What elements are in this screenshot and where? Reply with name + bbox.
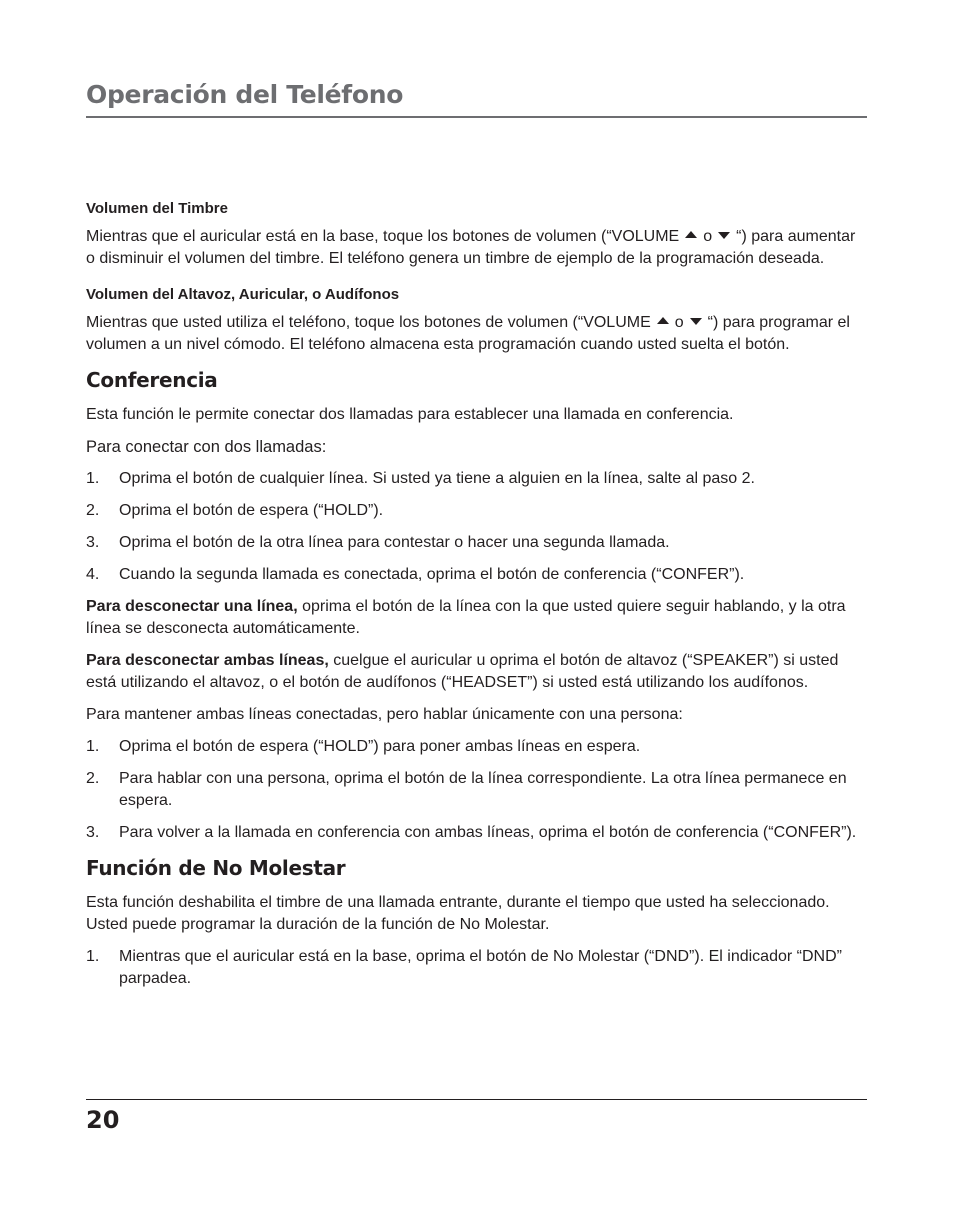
step-text: Oprima el botón de cualquier línea. Si usted ya tiene a alguien en la línea, salte al paso 2. [119,470,755,487]
speaker-volume-text [86,312,867,356]
volume-up-icon [657,317,669,324]
conference-intro: Esta función le permite conectar dos llamadas para establecer una llamada en conferencia. [86,406,734,423]
ringer-volume-text [86,226,867,270]
header-rule [86,116,867,118]
page-number: 20 [86,1106,120,1134]
dnd-heading: Función de No Molestar [86,856,346,880]
step-text: Para hablar con una persona, oprima el botón de la línea correspondiente. La otra línea permanece en espera. [119,770,847,809]
footer-rule [86,1099,867,1100]
step-number: 2. [86,770,100,787]
ringer-volume-heading: Volumen del Timbre [86,200,228,217]
step-text: Cuando la segunda llamada es conectada, oprima el botón de conferencia (“CONFER”). [119,566,745,583]
step-number: 3. [86,534,100,551]
disconnect-one-lead: Para desconectar una línea, [86,598,298,615]
step-text: Oprima el botón de espera (“HOLD”). [119,502,384,519]
connect-heading-text: Para conectar con dos llamadas: [86,438,327,456]
volume-down-icon [718,232,730,239]
step-number: 4. [86,566,100,583]
conference-heading: Conferencia [86,368,218,392]
list-item [86,768,867,812]
disconnect-both-paragraph [86,650,867,694]
disconnect-one-text: oprima el botón de la línea con la que usted quiere seguir hablando, y la otra línea se desconecta automáticamente. [86,598,846,637]
speaker-volume-heading: Volumen del Altavoz, Auricular, o Audífonos [86,286,400,303]
list-item [86,564,867,586]
disconnect-both-text: cuelgue el auricular u oprima el botón de altavoz (“SPEAKER”) si usted está utilizando el altavoz, o el botón de audífonos (“HEADSET”) si usted está utilizando los audífonos. [86,652,839,691]
keep-both-paragraph: Para mantener ambas líneas conectadas, pero hablar únicamente con una persona: [86,706,683,723]
list-item [86,822,867,844]
ringer-volume-text-before: Mientras que el auricular está en la base, toque los botones de volumen (“VOLUME [86,228,680,245]
step-number: 2. [86,502,100,519]
step-text: Oprima el botón de espera (“HOLD”) para poner ambas líneas en espera. [119,738,641,755]
step-number: 1. [86,738,100,755]
disconnect-one-paragraph [86,596,867,640]
step-text: Oprima el botón de la otra línea para contestar o hacer una segunda llamada. [119,534,670,551]
step-number: 3. [86,824,100,841]
speaker-volume-text-before: Mientras que usted utiliza el teléfono, toque los botones de volumen (“VOLUME [86,314,651,331]
speaker-volume-text-after: “) para programar el volumen a un nivel cómodo. El teléfono almacena esta programación cuando usted suelta el botón. [86,314,850,353]
volume-up-icon [685,231,697,238]
dnd-intro: Esta función deshabilita el timbre de una llamada entrante, durante el tiempo que usted ha seleccionado. Usted puede programar la duración de la función de No Molestar. [86,894,830,933]
list-item [86,532,867,554]
speaker-volume-or: o [674,314,684,331]
step-text: Mientras que el auricular está en la base, oprima el botón de No Molestar (“DND”). El indicador “DND” parpadea. [119,948,842,987]
list-item [86,500,867,522]
page-content [86,198,867,990]
disconnect-both-lead: Para desconectar ambas líneas, [86,652,329,669]
step-number: 1. [86,948,100,965]
ringer-volume-text-after: “) para aumentar o disminuir el volumen del timbre. El teléfono genera un timbre de ejemplo de la programación deseada. [86,228,856,267]
page-title: Operación del Teléfono [86,80,404,109]
ringer-volume-or: o [703,228,713,245]
list-item [86,468,867,490]
step-text: Para volver a la llamada en conferencia con ambas líneas, oprima el botón de conferencia (“CONFER”). [119,824,857,841]
connect-heading [86,436,867,458]
volume-down-icon [690,318,702,325]
step-number: 1. [86,470,100,487]
list-item [86,736,867,758]
list-item [86,946,867,990]
